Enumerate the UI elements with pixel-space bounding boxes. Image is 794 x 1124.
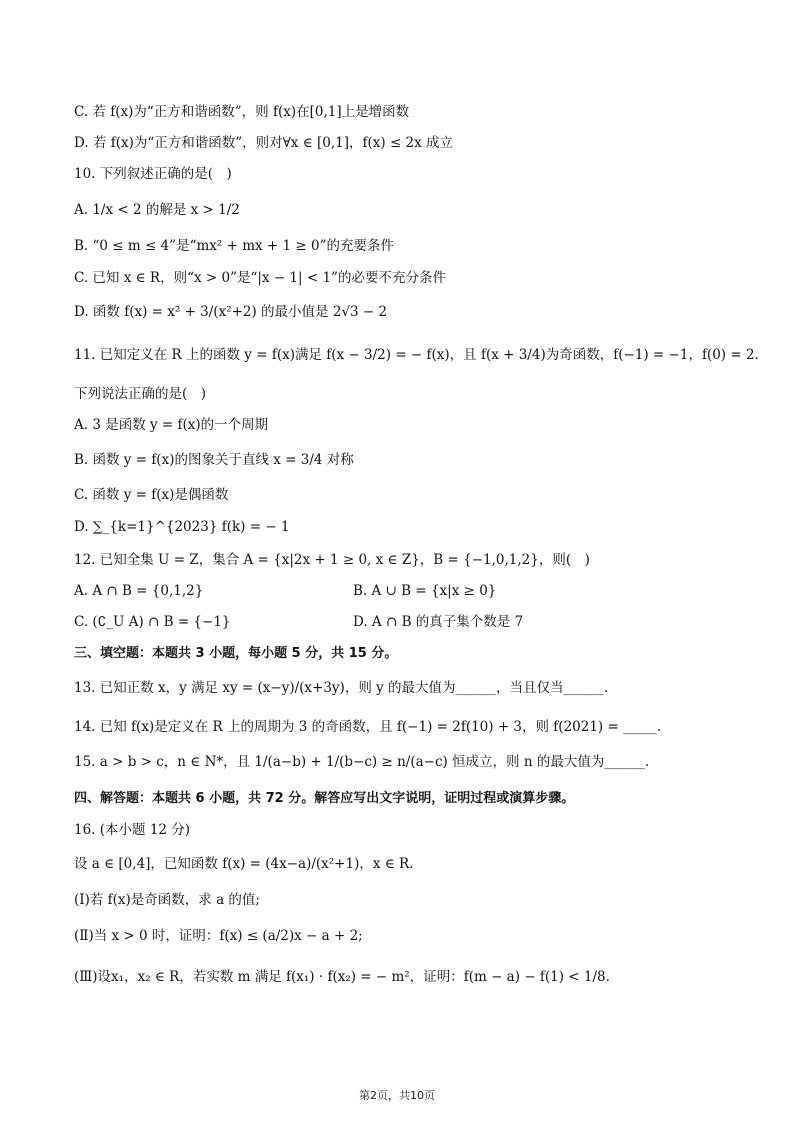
question-16-part1: (Ⅰ)若 f(x)是奇函数，求 a 的值; (74, 892, 260, 908)
option-9c: C. 若 f(x)为“正方和谐函数”，则 f(x)在[0,1]上是增函数 (74, 104, 410, 120)
option-11c: C. 函数 y = f(x)是偶函数 (74, 487, 229, 503)
page-footer: 第2页，共10页 (359, 1089, 435, 1102)
section-solve-heading: 四、解答题：本题共 6 小题，共 72 分。解答应写出文字说明，证明过程或演算步骤。 (74, 791, 575, 806)
question-16-header: 16. (本小题 12 分) (74, 822, 191, 838)
option-10a: A. 1/x < 2 的解是 x > 1/2 (74, 202, 240, 218)
question-15: 15. a > b > c，n ∈ N*，且 1/(a−b) + 1/(b−c) ≥ n/(a−c) 恒成立，则 n 的最大值为______. (74, 754, 650, 770)
option-11b: B. 函数 y = f(x)的图象关于直线 x = 3/4 对称 (74, 452, 354, 468)
option-10b: B. “0 ≤ m ≤ 4”是“mx² + mx + 1 ≥ 0”的充要条件 (74, 238, 394, 254)
question-10: 10. 下列叙述正确的是( ) (74, 166, 232, 182)
option-12c: C. (∁_U A) ∩ B = {−1} (74, 614, 231, 630)
question-12: 12. 已知全集 U = Z，集合 A = {x|2x + 1 ≥ 0, x ∈ Z}，B = {−1,0,1,2}，则( ) (74, 552, 590, 568)
question-14: 14. 已知 f(x)是定义在 R 上的周期为 3 的奇函数，且 f(−1) = 2f(10) + 3，则 f(2021) = _____. (74, 719, 662, 735)
option-11d: D. ∑_{k=1}^{2023} f(k) = − 1 (74, 519, 290, 535)
question-16-part3: (Ⅲ)设x₁，x₂ ∈ R，若实数 m 满足 f(x₁) · f(x₂) = − m²，证明：f(m − a) − f(1) < 1/8. (74, 969, 610, 985)
question-11: 11. 已知定义在 R 上的函数 y = f(x)满足 f(x − 3/2) = − f(x)，且 f(x + 3/4)为奇函数，f(−1) = −1，f(0) = 2. (74, 347, 759, 363)
option-12b: B. A ∪ B = {x|x ≥ 0} (353, 583, 497, 599)
option-10c: C. 已知 x ∈ R，则“x > 0”是“|x − 1| < 1”的必要不充分条件 (74, 270, 446, 286)
question-13: 13. 已知正数 x，y 满足 xy = (x−y)/(x+3y)，则 y 的最大值为______，当且仅当______. (74, 680, 609, 696)
question-16-part2: (Ⅱ)当 x > 0 时，证明：f(x) ≤ (a/2)x − a + 2; (74, 928, 363, 944)
option-11a: A. 3 是函数 y = f(x)的一个周期 (74, 417, 269, 433)
option-9d: D. 若 f(x)为“正方和谐函数”，则对∀x ∈ [0,1]，f(x) ≤ 2x 成立 (74, 135, 454, 151)
section-fill-in-heading: 三、填空题：本题共 3 小题，每小题 5 分，共 15 分。 (74, 646, 398, 661)
question-16-stem: 设 a ∈ [0,4]，已知函数 f(x) = (4x−a)/(x²+1)，x ∈ R. (74, 856, 414, 872)
option-12d: D. A ∩ B 的真子集个数是 7 (353, 614, 524, 630)
question-11-prompt: 下列说法正确的是( ) (74, 386, 207, 402)
option-12a: A. A ∩ B = {0,1,2} (74, 583, 204, 599)
option-10d: D. 函数 f(x) = x² + 3/(x²+2) 的最小值是 2√3 − 2 (74, 304, 388, 320)
